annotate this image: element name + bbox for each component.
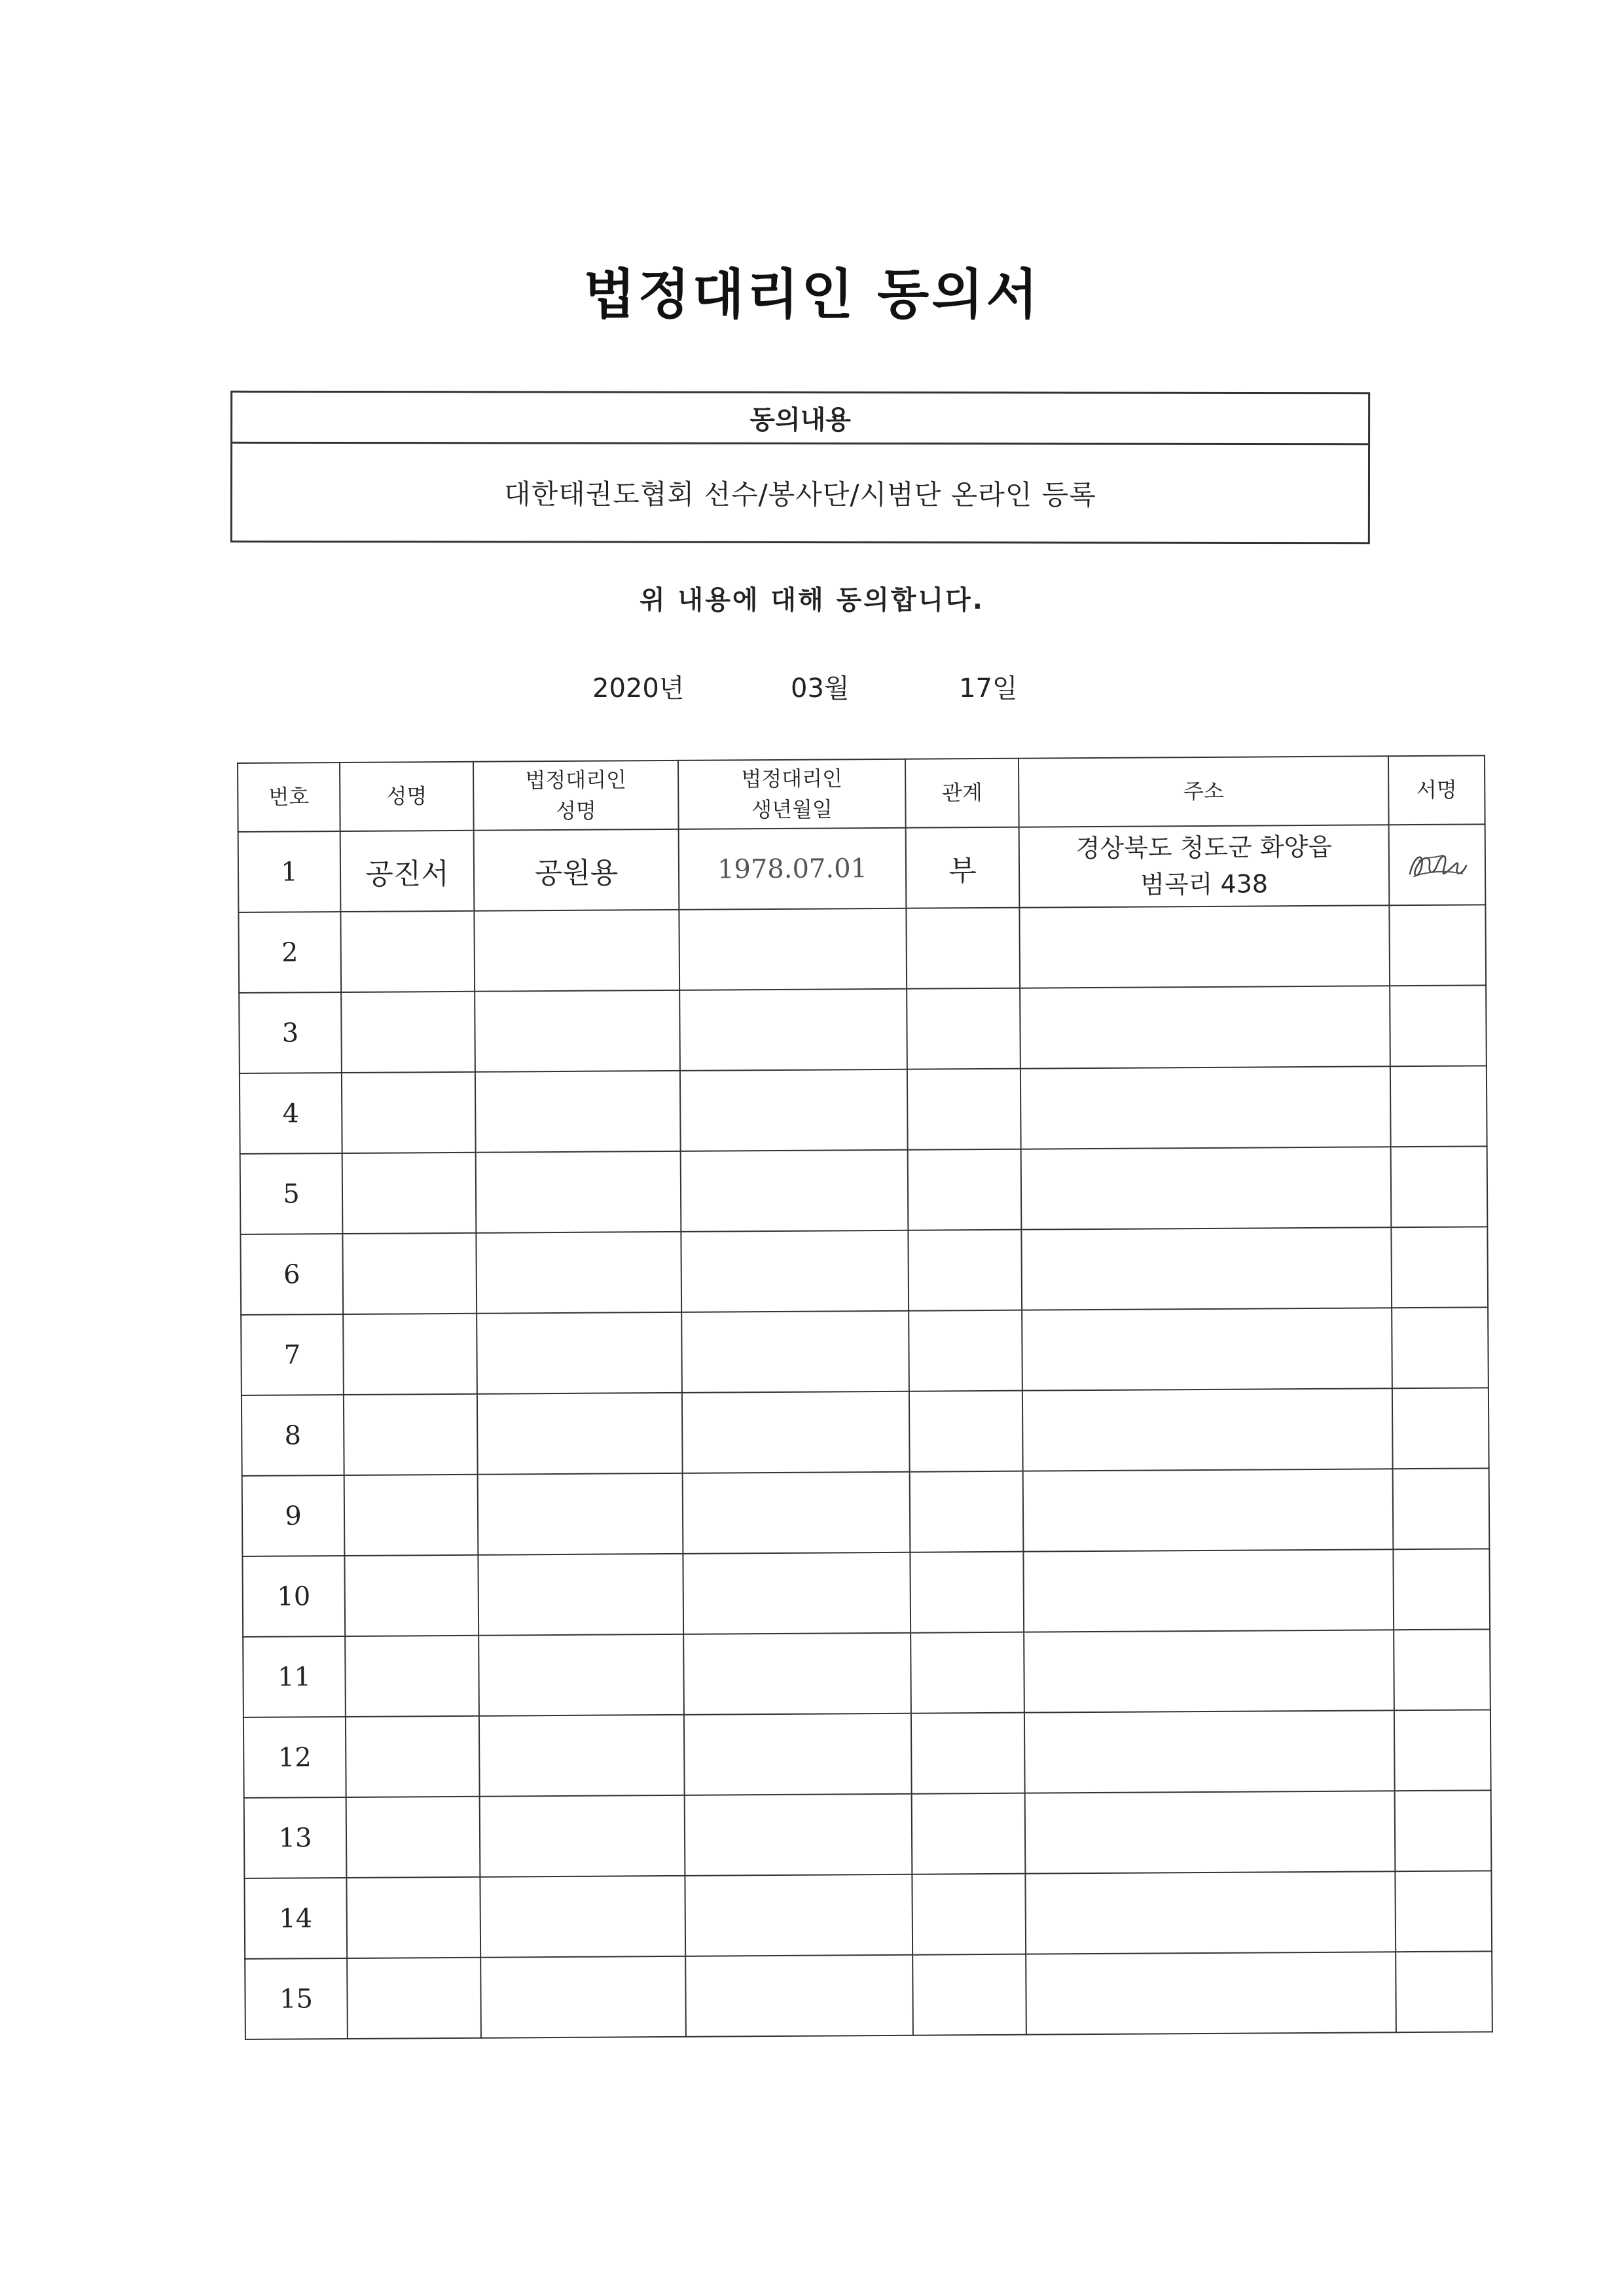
cell-name (342, 1072, 476, 1153)
cell-no: 10 (242, 1556, 345, 1637)
table-row (244, 1871, 1492, 1959)
cell-address (1026, 1952, 1396, 2034)
table-row (242, 1388, 1489, 1476)
cell-guardian-birth: 1978.07.01 (679, 828, 907, 910)
table-row (241, 1307, 1489, 1395)
cell-no: 11 (243, 1636, 346, 1717)
cell-guardian-name (478, 1554, 683, 1636)
cell-relation (912, 1874, 1026, 1955)
cell-name (346, 1797, 480, 1878)
cell-no: 6 (240, 1234, 343, 1315)
table-row (242, 1468, 1490, 1556)
cell-relation (909, 1310, 1022, 1391)
cell-name (340, 911, 475, 992)
header-guardian-name-line2: 성명 (555, 798, 596, 823)
cell-relation (910, 1552, 1024, 1633)
cell-guardian-name (476, 1232, 681, 1314)
cell-relation (911, 1713, 1025, 1794)
cell-guardian-birth (680, 1069, 908, 1151)
cell-guardian-name (480, 1795, 685, 1877)
cell-no: 3 (239, 992, 342, 1073)
cell-address (1025, 1791, 1396, 1873)
guardian-consent-table (237, 755, 1493, 2040)
consent-content-box (230, 391, 1370, 544)
cell-guardian-name (475, 990, 680, 1072)
cell-address (1021, 1147, 1392, 1229)
cell-name (346, 1877, 480, 1958)
cell-guardian-birth (683, 1633, 911, 1715)
cell-name (344, 1394, 478, 1475)
cell-name (345, 1636, 479, 1717)
cell-address (1022, 1388, 1393, 1471)
cell-guardian-birth (685, 1874, 912, 1956)
cell-name (341, 992, 475, 1073)
table-row (238, 905, 1486, 993)
table-row (239, 985, 1487, 1073)
consent-header: 동의내용 (232, 393, 1368, 445)
cell-no: 12 (244, 1717, 346, 1798)
cell-guardian-birth (681, 1230, 909, 1312)
cell-name: 공진서 (340, 831, 475, 912)
cell-address (1024, 1710, 1395, 1793)
table-row (240, 1227, 1488, 1315)
cell-relation (908, 1149, 1022, 1230)
header-relation: 관계 (905, 759, 1019, 828)
cell-guardian-name (480, 1876, 685, 1958)
cell-signature (1394, 1629, 1490, 1710)
header-name: 성명 (340, 762, 474, 831)
cell-no: 8 (242, 1395, 344, 1476)
cell-no: 1 (238, 831, 341, 912)
cell-signature (1392, 1388, 1489, 1469)
cell-guardian-birth (682, 1391, 910, 1473)
cell-address (1020, 1066, 1391, 1149)
cell-no: 15 (245, 1958, 348, 2039)
header-guardian-birth (678, 759, 906, 829)
agreement-statement: 위 내용에 대해 동의합니다. (639, 585, 984, 615)
cell-relation (911, 1632, 1024, 1713)
cell-address (1019, 825, 1390, 907)
cell-relation (910, 1471, 1024, 1552)
table-row (245, 1951, 1492, 2039)
cell-address (1023, 1549, 1394, 1632)
cell-guardian-name: 공원용 (474, 829, 679, 911)
cell-address (1019, 905, 1390, 988)
cell-relation (907, 988, 1020, 1069)
header-guardian-birth-line2: 생년월일 (751, 796, 833, 822)
cell-guardian-name (477, 1393, 683, 1475)
cell-guardian-birth (685, 1955, 913, 2037)
cell-signature (1396, 1951, 1492, 2032)
cell-guardian-birth (681, 1150, 909, 1232)
table-row (244, 1710, 1491, 1798)
cell-guardian-birth (685, 1794, 912, 1876)
cell-name (343, 1314, 477, 1395)
cell-address (1025, 1871, 1396, 1954)
cell-signature (1391, 1146, 1488, 1227)
cell-no: 7 (241, 1314, 344, 1395)
table-row (240, 1066, 1487, 1154)
cell-no: 9 (242, 1475, 345, 1556)
date-month: 03월 (791, 673, 850, 704)
cell-guardian-birth (683, 1552, 911, 1634)
consent-content: 대한태권도협회 선수/봉사단/시범단 온라인 등록 (504, 478, 1096, 511)
header-address: 주소 (1019, 756, 1389, 827)
cell-guardian-name (478, 1634, 684, 1716)
cell-name (344, 1555, 478, 1636)
cell-address (1024, 1630, 1394, 1712)
cell-address (1022, 1308, 1392, 1390)
cell-name (347, 1958, 481, 2039)
cell-signature (1395, 1790, 1492, 1871)
header-guardian-name-line1: 법정대리인 (525, 767, 627, 793)
header-no: 번호 (238, 762, 340, 832)
cell-guardian-birth (684, 1713, 912, 1795)
cell-signature (1389, 824, 1486, 905)
table-row (242, 1549, 1490, 1637)
cell-guardian-birth (681, 1311, 909, 1393)
cell-signature (1392, 1307, 1489, 1388)
header-signature: 서명 (1388, 755, 1485, 825)
cell-signature (1395, 1871, 1492, 1952)
handwritten-signature-icon (1404, 842, 1470, 888)
table-row (244, 1790, 1492, 1878)
cell-relation (912, 1954, 1026, 2036)
cell-address-line2: 범곡리 438 (1140, 869, 1269, 899)
cell-signature (1390, 985, 1487, 1066)
cell-address (1020, 986, 1390, 1068)
table-row (243, 1629, 1490, 1717)
cell-relation (907, 1069, 1021, 1150)
cell-name (342, 1153, 477, 1234)
cell-guardian-birth (679, 989, 907, 1071)
cell-no: 5 (240, 1153, 343, 1234)
cell-guardian-birth (683, 1472, 911, 1554)
cell-relation (908, 1230, 1022, 1311)
cell-relation (912, 1793, 1026, 1874)
cell-signature (1390, 1066, 1487, 1147)
cell-address-line1: 경상북도 청도군 화양읍 (1075, 833, 1333, 863)
cell-guardian-name (480, 1956, 686, 2038)
cell-name (346, 1716, 480, 1797)
cell-guardian-name (477, 1312, 682, 1394)
header-guardian-name (473, 761, 679, 831)
cell-name (344, 1475, 478, 1556)
cell-guardian-name (478, 1473, 683, 1555)
cell-address (1023, 1469, 1394, 1551)
date-day: 17일 (959, 673, 1018, 704)
cell-guardian-name (474, 910, 679, 992)
cell-no: 14 (244, 1878, 347, 1959)
cell-no: 2 (238, 912, 341, 993)
table-header-row (238, 755, 1485, 832)
date-year: 2020년 (592, 673, 685, 704)
cell-guardian-birth (679, 908, 907, 990)
cell-signature (1393, 1549, 1490, 1630)
cell-relation (909, 1391, 1023, 1472)
cell-signature (1393, 1468, 1490, 1549)
cell-guardian-name (479, 1715, 685, 1797)
cell-signature (1389, 905, 1486, 986)
cell-no: 13 (244, 1797, 347, 1878)
document-title: 법정대리인 동의서 (583, 264, 1041, 326)
cell-address (1021, 1227, 1392, 1310)
cell-signature (1394, 1710, 1491, 1791)
cell-name (342, 1233, 477, 1314)
cell-signature (1391, 1227, 1488, 1308)
cell-relation (906, 908, 1020, 989)
table-row (240, 1146, 1488, 1234)
table-row (238, 824, 1486, 912)
cell-guardian-name (475, 1071, 681, 1153)
cell-relation: 부 (906, 827, 1020, 908)
cell-guardian-name (476, 1151, 681, 1233)
header-guardian-birth-line1: 법정대리인 (741, 766, 843, 792)
cell-no: 4 (240, 1073, 342, 1154)
